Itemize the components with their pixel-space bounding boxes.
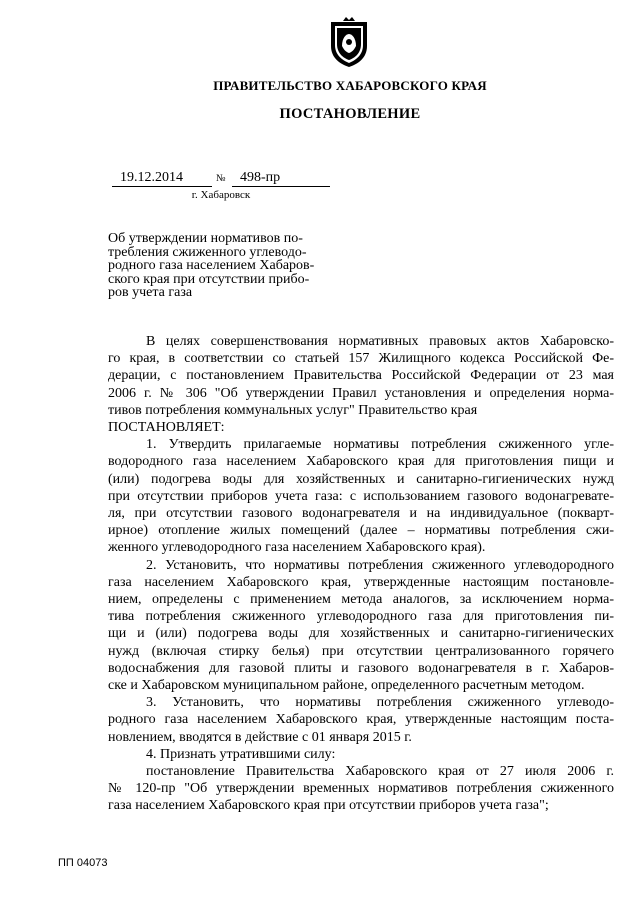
document-body (108, 333, 614, 815)
item2-line: щи и (или) подогрева воды для хозяйственных и санитарно-гигиенических (108, 626, 614, 642)
item2-line: тива потребления сжиженного углеводородного газа для приготовления пи- (108, 609, 614, 625)
item4-line: № 120-пр "Об утверждении временных нормативов потребления сжиженного (108, 781, 614, 797)
preamble-line: тивов потребления коммунальных услуг" Правительство края (108, 402, 478, 418)
document-type: ПОСТАНОВЛЕНИЕ (279, 106, 421, 122)
item3-line: новлением, вводятся в действие с 01 января 2015 г. (108, 729, 412, 745)
item2-line: водоснабжения для газовой плиты и газового водонагревателя в г. Хабаров- (108, 660, 614, 676)
item2-line: нием, определены с применением метода аналогов, за исключением норма- (108, 592, 614, 608)
subject-line: ров учета газа (108, 285, 193, 300)
subject-line: ского края при отсутствии прибо- (108, 271, 310, 287)
document-date: 19.12.2014 (120, 170, 183, 185)
preamble-line: 2006 г. № 306 "Об утверждении Правил установления и определения норма- (108, 385, 614, 401)
number-underline (232, 186, 330, 187)
item3-line: родного газа населением Хабаровского края, утвержденные настоящим поста- (108, 712, 614, 728)
government-title: ПРАВИТЕЛЬСТВО ХАБАРОВСКОГО КРАЯ (213, 78, 487, 93)
item1-line: (или) подогрева воды для хозяйственных и санитарно-гигиенических нужд (108, 471, 614, 487)
subject-line: Об утверждении нормативов по- (108, 231, 303, 246)
subject-line: родного газа населением Хабаров- (108, 258, 315, 273)
item4-line: постановление Правительства Хабаровского края от 27 июля 2006 г. (146, 764, 614, 780)
footer-code: ПП 04073 (58, 857, 108, 869)
item1-line: при отсутствии приборов учета газа: с использованием газового водонагревате- (108, 488, 614, 504)
item1-line: ля, при отсутствии газового водонагревателя и на индивидуальное (покварт- (108, 506, 614, 522)
item1-line: 1. Утвердить прилагаемые нормативы потребления сжиженного угле- (146, 437, 614, 453)
preamble-line: дерации, с постановлением Правительства Российской Федерации от 23 мая (108, 368, 614, 384)
date-number-line (112, 170, 330, 186)
item1-line: ирное) отопление жилых помещений (далее – нормативы потребления сжи- (108, 523, 614, 539)
number-sign: № (216, 173, 226, 184)
item2-line: 2. Установить, что нормативы потребления сжиженного углеводородного (146, 557, 614, 573)
item3-line: 3. Установить, что нормативы потребления сжиженного углеводо- (146, 695, 614, 711)
document-city: г. Хабаровск (191, 189, 251, 201)
item4-line: газа населением Хабаровского края при отсутствии приборов учета газа"; (108, 798, 549, 814)
item2-line: нужд (включая стирку белья) при отсутствии централизованного горячего (108, 643, 614, 659)
document-subject (108, 232, 330, 300)
date-underline (112, 186, 212, 187)
item4-heading: 4. Признать утратившими силу: (146, 746, 336, 762)
item1-line: женного углеводородного газа населением Хабаровского края). (108, 540, 486, 556)
item1-line: водородного газа населением Хабаровского края для приготовления пищи и (108, 454, 614, 470)
preamble-line: го края, в соответствии со статьей 157 Жилищного кодекса Российской Фе- (108, 351, 614, 367)
document-number: 498-пр (240, 170, 281, 185)
khabarovsk-krai-coat-of-arms-icon (328, 16, 370, 68)
item2-line: газа населением Хабаровского края, утвержденные настоящим постановле- (108, 574, 614, 590)
preamble-line: В целях совершенствования нормативных правовых актов Хабаровско- (146, 334, 614, 349)
resolves-word: ПОСТАНОВЛЯЕТ: (108, 420, 225, 436)
item2-line: ске и Хабаровском муниципальном районе, определенного расчетным методом. (108, 678, 585, 694)
subject-line: требления сжиженного углеводо- (108, 244, 307, 260)
